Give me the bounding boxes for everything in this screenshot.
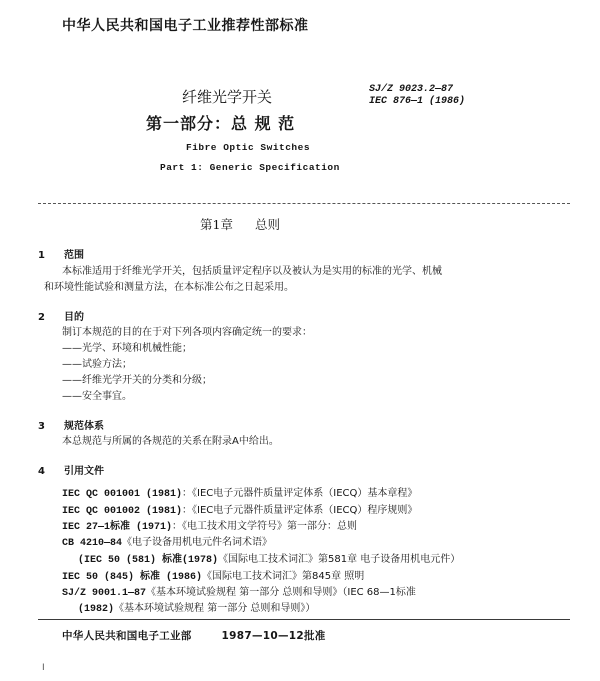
section-number: 3 <box>38 421 45 432</box>
section-1-body <box>62 264 442 280</box>
standard-code-iec: IEC 876—1 (1986) <box>369 96 466 107</box>
section-title: 范围 <box>64 250 84 261</box>
reference-code: IEC QC 001001 (1981) <box>62 489 183 500</box>
reference-title: 《国际电工技术词汇》第845章 照明 <box>202 571 365 582</box>
section-heading <box>38 308 84 323</box>
reference-item <box>62 533 272 549</box>
section-number: 4 <box>38 466 45 477</box>
header-title: 中华人民共和国电子工业推荐性部标准 <box>62 18 309 34</box>
section-number: 1 <box>38 250 45 261</box>
reference-title: ：《电工技术用文学符号》第一部分：总则 <box>172 521 358 532</box>
reference-title: 《基本环境试验规程 第一部分 总则和导则》） <box>114 603 316 614</box>
section-title: 规范体系 <box>64 421 104 432</box>
reference-item <box>62 583 416 599</box>
chapter-heading <box>200 215 298 233</box>
paragraph-line: 制订本规范的目的在于对下列各项内容确定统一的要求： <box>62 327 312 338</box>
reference-item <box>78 599 315 615</box>
reference-item <box>78 550 460 566</box>
standard-codes <box>369 84 465 108</box>
reference-code: SJ/Z 9001.1—87 <box>62 588 147 599</box>
footer-approval <box>62 628 326 643</box>
paragraph-line: 和环境性能试验和测量方法，在本标准公布之日起采用。 <box>44 282 294 293</box>
section-title: 引用文件 <box>64 466 104 477</box>
section-title: 目的 <box>64 312 84 323</box>
reference-item <box>62 484 417 500</box>
list-item: ——光学、环境和机械性能； <box>62 343 192 354</box>
footer-issuer: 中华人民共和国电子工业部 <box>62 630 192 642</box>
reference-item <box>62 517 357 533</box>
chapter-name: 总则 <box>254 217 280 232</box>
reference-code: IEC 50 (845) 标准 (1986) <box>62 572 203 583</box>
reference-code: IEC 27—1标准 (1971) <box>62 522 173 533</box>
footer-divider <box>38 619 570 620</box>
standard-code-sj: SJ/Z 9023.2—87 <box>369 84 454 95</box>
paragraph-line: 本总规范与所属的各规范的关系在附录A中给出。 <box>62 436 279 447</box>
section-heading <box>38 462 104 477</box>
paragraph-line: 本标准适用于纤维光学开关，包括质量评定程序以及被认为是实用的标准的光学、机械 <box>62 266 442 277</box>
section-number: 2 <box>38 312 45 323</box>
reference-title: ：《IEC电子元器件质量评定体系（IECQ）基本章程》 <box>182 488 418 499</box>
chapter-number: 第1章 <box>200 217 233 232</box>
list-item: ——安全事宜。 <box>62 391 132 402</box>
reference-title: 《国际电工技术词汇》第581章 电子设备用机电元件） <box>218 554 461 565</box>
reference-code: (1982) <box>78 604 115 615</box>
header-divider <box>38 203 570 204</box>
section-heading <box>38 417 104 432</box>
footer-date: 1987—10—12批准 <box>221 630 326 642</box>
reference-title: 《电子设备用机电元件名词术语》 <box>122 537 273 548</box>
section-heading <box>38 246 84 261</box>
list-item: ——纤维光学开关的分类和分级； <box>62 375 212 386</box>
section-2-body <box>62 325 312 405</box>
margin-mark: I <box>42 663 45 673</box>
reference-title: 《基本环境试验规程 第一部分 总则和导则》（IEC 68—1标准 <box>146 587 416 598</box>
reference-title: ：《IEC电子元器件质量评定体系（IECQ）程序规则》 <box>182 505 418 516</box>
section-1-body-cont <box>44 280 294 296</box>
section-3-body <box>62 434 279 450</box>
title-en: Fibre Optic Switches <box>186 142 311 153</box>
reference-code: (IEC 50 (581) 标准(1978) <box>78 555 219 566</box>
reference-item <box>62 567 364 583</box>
subtitle-cn: 第一部分：总 规 范 <box>146 114 296 133</box>
subtitle-en: Part 1: Generic Specification <box>160 162 340 173</box>
list-item: ——试验方法； <box>62 359 132 370</box>
reference-code: CB 4210—84 <box>62 538 123 549</box>
title-cn: 纤维光学开关 <box>182 88 273 106</box>
reference-code: IEC QC 001002 (1981) <box>62 506 183 517</box>
reference-item <box>62 501 417 517</box>
